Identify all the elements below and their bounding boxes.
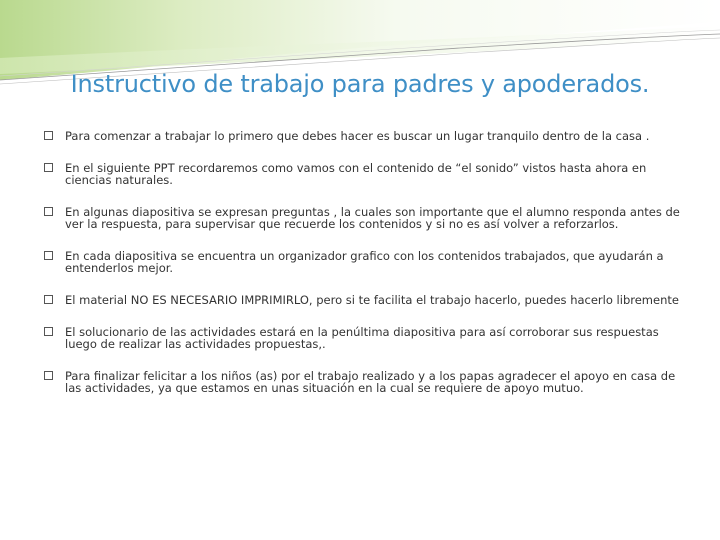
square-bullet-icon	[44, 207, 53, 216]
slide-title: Instructivo de trabajo para padres y apoderados.	[70, 70, 650, 98]
bullet-list	[44, 130, 684, 414]
list-item	[44, 326, 684, 350]
square-bullet-icon	[44, 371, 53, 380]
list-item	[44, 370, 684, 394]
square-bullet-icon	[44, 131, 53, 140]
list-item-text: En algunas diapositiva se expresan preguntas , la cuales son importante que el alumno responda antes de ver la respuesta, para supervisar que recuerde los contenidos y si no es así volver a reforzarlos.	[65, 205, 680, 231]
square-bullet-icon	[44, 251, 53, 260]
list-item-text: En cada diapositiva se encuentra un organizador grafico con los contenidos trabajados, que ayudarán a entenderlos mejor.	[65, 249, 664, 275]
list-item-text: El material NO ES NECESARIO IMPRIMIRLO, pero si te facilita el trabajo hacerlo, puedes hacerlo libremente	[65, 293, 679, 307]
list-item	[44, 250, 684, 274]
list-item	[44, 162, 684, 186]
list-item-text: Para comenzar a trabajar lo primero que debes hacer es buscar un lugar tranquilo dentro de la casa .	[65, 129, 650, 143]
list-item	[44, 206, 684, 230]
square-bullet-icon	[44, 295, 53, 304]
list-item	[44, 294, 684, 306]
list-item-text: Para finalizar felicitar a los niños (as) por el trabajo realizado y a los papas agradecer el apoyo en casa de las actividades, ya que estamos en unas situación en la cual se requiere de apoyo mutuo.	[65, 369, 676, 395]
square-bullet-icon	[44, 163, 53, 172]
list-item-text: El solucionario de las actividades estará en la penúltima diapositiva para así corroborar sus respuestas luego de realizar las actividades propuestas,.	[65, 325, 659, 351]
list-item	[44, 130, 684, 142]
list-item-text: En el siguiente PPT recordaremos como vamos con el contenido de “el sonido” vistos hasta ahora en ciencias naturales.	[65, 161, 647, 187]
square-bullet-icon	[44, 327, 53, 336]
